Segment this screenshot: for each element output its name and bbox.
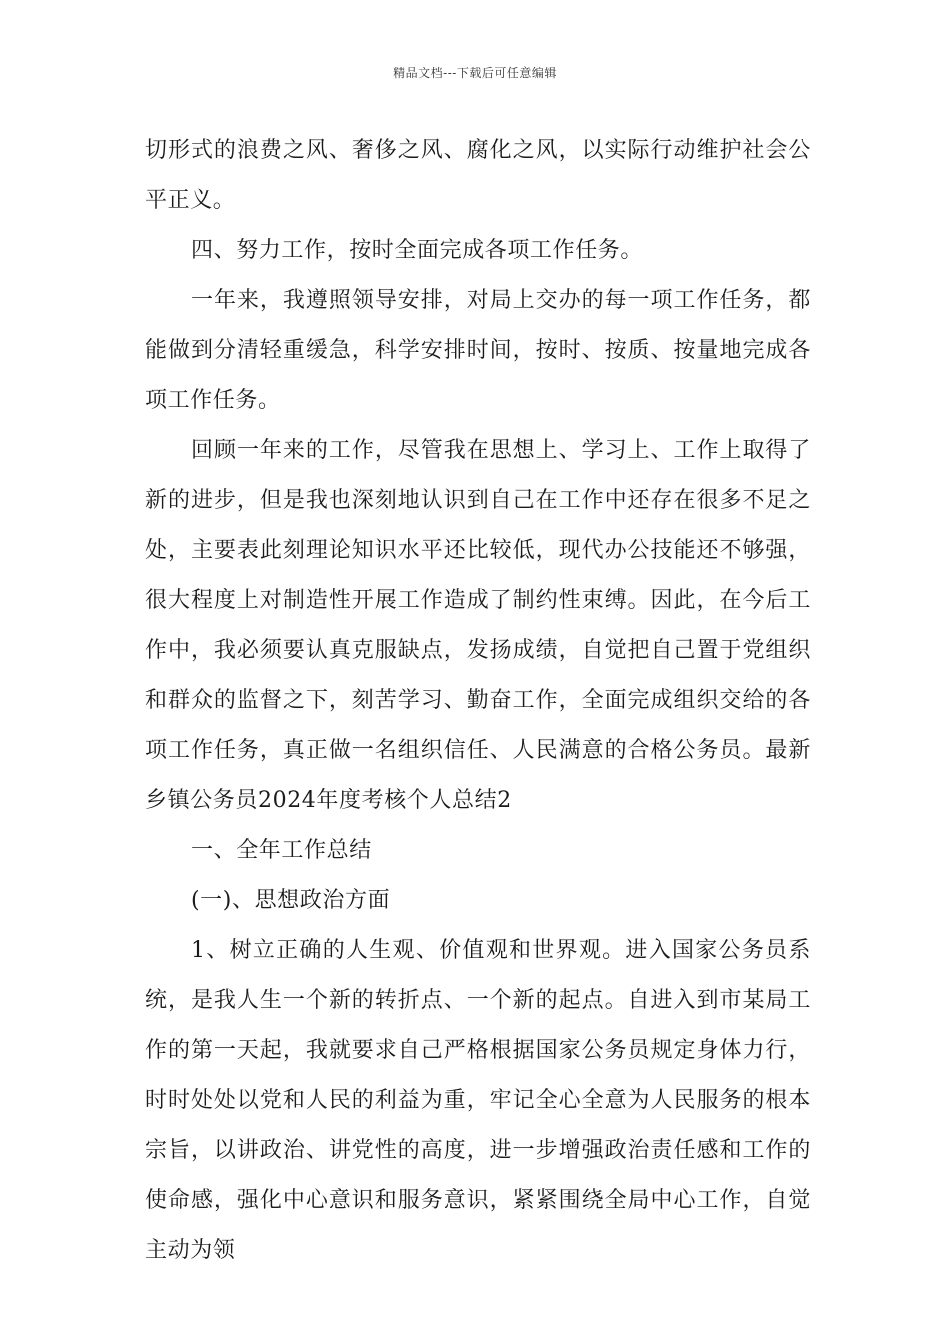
- section-heading-1: 一、全年工作总结: [191, 838, 372, 863]
- paragraph-review: 回顾一年来的工作，尽管我在思想上、学习上、工作上取得了新的进步，但是我也深刻地认识到自己在工作中还存在很多不足之处，主要表此刻理论知识水平还比较低，现代办公技能还不够强，很大程度上对制造性开展工作造成了制约性束缚。因此，在今后工作中，我必须要认真克服缺点，发扬成绩，自觉把自己置于党组织和群众的监督之下，刻苦学习、勤奋工作，全面完成组织交给的各项工作任务，真正做一名组织信任、人民满意的合格公务员。最新乡镇公务员2024年度考核个人总结2: [145, 438, 811, 813]
- subsection-heading-political: (一)、思想政治方面: [191, 888, 391, 913]
- section-heading-4: 四、努力工作，按时全面完成各项工作任务。: [191, 238, 644, 263]
- page-header: 精品文档---下载后可任意编辑: [393, 66, 557, 80]
- paragraph-work-tasks: 一年来，我遵照领导安排，对局上交办的每一项工作任务，都能做到分清轻重缓急，科学安排时间，按时、按质、按量地完成各项工作任务。: [145, 288, 811, 413]
- paragraph-continuation: 切形式的浪费之风、奢侈之风、腐化之风，以实际行动维护社会公平正义。: [145, 138, 811, 213]
- document-body: [145, 126, 811, 1276]
- paragraph-worldview: 1、树立正确的人生观、价值观和世界观。进入国家公务员系统，是我人生一个新的转折点、一个新的起点。自进入到市某局工作的第一天起，我就要求自己严格根据国家公务员规定身体力行，时时处处以党和人民的利益为重，牢记全心全意为人民服务的根本宗旨，以讲政治、讲党性的高度，进一步增强政治责任感和工作的使命感，强化中心意识和服务意识，紧紧围绕全局中心工作，自觉主动为领: [145, 938, 811, 1263]
